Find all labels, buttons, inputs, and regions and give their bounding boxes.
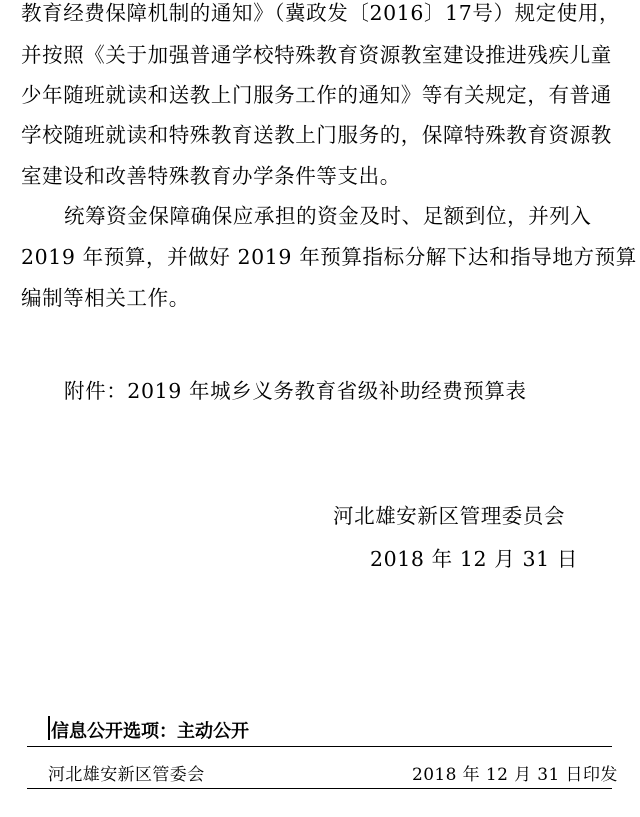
footer-printed-date: 2018 年 12 月 31 日印发 <box>412 765 618 785</box>
disclosure-option: 信息公开选项：主动公开 <box>51 721 249 742</box>
body-line-8: 编制等相关工作。 <box>21 286 190 310</box>
text-cursor <box>48 716 50 740</box>
signature-org: 河北雄安新区管理委员会 <box>333 504 566 528</box>
footer-issuer: 河北雄安新区管委会 <box>48 765 205 785</box>
body-line-1: 教育经费保障机制的通知》（冀政发〔2016〕17号）规定使用， <box>21 1 621 25</box>
footer-rule-top <box>27 746 612 747</box>
signature-date: 2018 年 12 月 31 日 <box>370 547 579 571</box>
footer-rule-bottom <box>27 788 612 789</box>
body-line-6: 统筹资金保障确保应承担的资金及时、足额到位，并列入 <box>64 204 592 228</box>
body-line-7: 2019 年预算，并做好 2019 年预算指标分解下达和指导地方预算 <box>21 245 637 269</box>
body-line-5: 室建设和改善特殊教育办学条件等支出。 <box>21 164 401 188</box>
body-line-2: 并按照《关于加强普通学校特殊教育资源教室建设推进残疾儿童 <box>21 43 612 67</box>
body-line-4: 学校随班就读和特殊教育送教上门服务的，保障特殊教育资源教 <box>21 123 612 147</box>
body-line-3: 少年随班就读和送教上门服务工作的通知》等有关规定，有普通 <box>21 83 612 107</box>
attachment-line: 附件：2019 年城乡义务教育省级补助经费预算表 <box>64 379 527 403</box>
